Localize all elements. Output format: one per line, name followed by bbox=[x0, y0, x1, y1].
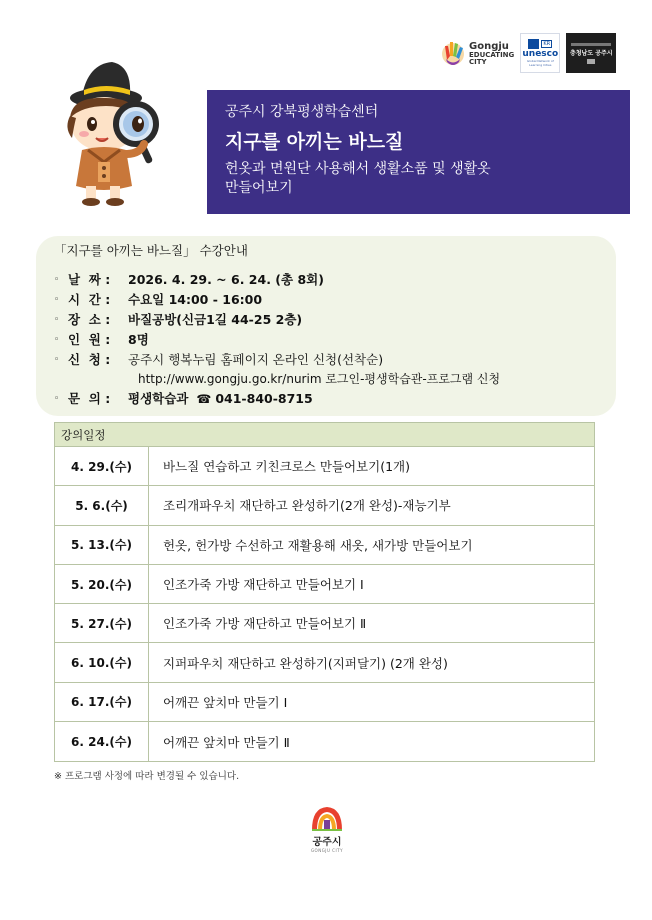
bullet-icon: ◦ bbox=[54, 335, 60, 345]
unesco-temple-icon bbox=[528, 39, 539, 49]
detective-mascot-icon bbox=[48, 58, 178, 208]
schedule-date: 5. 20.(수) bbox=[55, 565, 149, 603]
info-row-apply bbox=[54, 350, 616, 370]
info-label: 문 의 : bbox=[68, 391, 111, 406]
course-info-title: 「지구를 아끼는 바느질」 수강안내 bbox=[54, 243, 248, 258]
bullet-icon: ◦ bbox=[54, 394, 60, 404]
info-value: 바질공방(신금1길 44-25 2층) bbox=[128, 312, 303, 327]
info-value: 공주시 행복누림 홈페이지 온라인 신청(선착순) bbox=[128, 352, 384, 367]
info-row-capacity bbox=[54, 330, 616, 350]
schedule-desc: 지퍼파우치 재단하고 완성하기(지퍼달기) (2개 완성) bbox=[163, 655, 448, 671]
schedule-desc: 인조가죽 가방 재단하고 만들어보기 Ⅰ bbox=[163, 577, 364, 593]
program-title: 지구를 아끼는 바느질 bbox=[225, 131, 404, 153]
schedule-date: 6. 10.(수) bbox=[55, 643, 149, 681]
change-notice: ※ 프로그램 사정에 따라 변경될 수 있습니다. bbox=[54, 771, 240, 782]
schedule-date: 5. 13.(수) bbox=[55, 526, 149, 564]
table-row bbox=[55, 526, 594, 565]
course-info-box bbox=[36, 236, 616, 416]
gongju-logo-name: Gongju bbox=[469, 40, 509, 52]
info-label: 날 짜 : bbox=[68, 272, 111, 287]
program-subtitle-line2: 만들어보기 bbox=[225, 180, 293, 196]
unesco-sub: Global Network of Learning Cities bbox=[526, 59, 554, 67]
info-row-place bbox=[54, 310, 616, 330]
unesco-badge: KR bbox=[543, 41, 551, 47]
table-row bbox=[55, 722, 594, 761]
table-row bbox=[55, 565, 594, 604]
gongju-city-logo bbox=[304, 804, 350, 856]
bottom-logo-sub: GONGJU CITY bbox=[310, 848, 344, 853]
schedule-date: 5. 6.(수) bbox=[55, 486, 149, 524]
schedule-header: 강의일정 bbox=[55, 423, 594, 447]
dark-logo-bar bbox=[571, 43, 611, 46]
info-label: 장 소 : bbox=[68, 312, 111, 327]
title-banner bbox=[207, 90, 630, 214]
dark-logo-emblem-icon bbox=[587, 59, 595, 64]
schedule-date: 6. 24.(수) bbox=[55, 722, 149, 761]
phone-icon: ☎ bbox=[196, 392, 212, 406]
bullet-icon: ◦ bbox=[54, 315, 60, 325]
gongju-educating-city-logo bbox=[440, 38, 514, 68]
info-value: 수요일 14:00 - 16:00 bbox=[128, 292, 263, 307]
table-row bbox=[55, 683, 594, 722]
unesco-logo bbox=[520, 33, 560, 73]
info-row-date bbox=[54, 270, 616, 290]
chungnam-gongju-logo bbox=[566, 33, 616, 73]
colorful-hand-icon bbox=[440, 38, 466, 68]
info-value: 8명 bbox=[128, 332, 149, 347]
apply-url[interactable]: http://www.gongju.go.kr/nurim 로그인-평생학습관-프로그램 신청 bbox=[138, 372, 501, 386]
bullet-icon: ◦ bbox=[54, 275, 60, 285]
contact-department: 평생학습과 bbox=[128, 391, 189, 406]
table-row bbox=[55, 486, 594, 525]
table-row bbox=[55, 604, 594, 643]
table-row bbox=[55, 447, 594, 486]
schedule-desc: 어깨끈 앞치마 만들기 Ⅰ bbox=[163, 694, 288, 710]
schedule-desc: 헌옷, 헌가방 수선하고 재활용해 새옷, 새가방 만들어보기 bbox=[163, 537, 473, 553]
info-label: 인 원 : bbox=[68, 332, 111, 347]
schedule-table bbox=[54, 422, 595, 762]
program-subtitle-line1: 헌옷과 면원단 사용해서 생활소품 및 생활옷 bbox=[225, 161, 491, 177]
schedule-desc: 인조가죽 가방 재단하고 만들어보기 Ⅱ bbox=[163, 616, 367, 632]
info-row-time bbox=[54, 290, 616, 310]
schedule-date: 5. 27.(수) bbox=[55, 604, 149, 642]
partner-logos bbox=[440, 30, 630, 76]
schedule-date: 6. 17.(수) bbox=[55, 683, 149, 721]
organization-name: 공주시 강북평생학습센터 bbox=[225, 104, 379, 120]
info-row-contact bbox=[54, 389, 616, 409]
gongju-logo-line1: EDUCATING bbox=[469, 50, 515, 59]
info-value: 2026. 4. 29. ~ 6. 24. (총 8회) bbox=[128, 272, 324, 287]
gongju-city-emblem-icon bbox=[309, 804, 345, 832]
bullet-icon: ◦ bbox=[54, 295, 60, 305]
bullet-icon: ◦ bbox=[54, 355, 60, 365]
info-label: 신 청 : bbox=[68, 352, 111, 367]
contact-phone: 041-840-8715 bbox=[215, 391, 313, 406]
bottom-logo-text: 공주시 bbox=[312, 837, 342, 848]
schedule-desc: 어깨끈 앞치마 만들기 Ⅱ bbox=[163, 734, 290, 750]
dark-logo-text: 충청남도 공주시 bbox=[569, 49, 613, 57]
schedule-date: 4. 29.(수) bbox=[55, 447, 149, 485]
gongju-logo-line2: CITY bbox=[469, 57, 487, 66]
unesco-name: unesco bbox=[522, 49, 559, 59]
table-row bbox=[55, 643, 594, 682]
info-label: 시 간 : bbox=[68, 292, 111, 307]
schedule-desc: 조리개파우치 재단하고 완성하기(2개 완성)-재능기부 bbox=[163, 498, 451, 514]
schedule-desc: 바느질 연습하고 키친크로스 만들어보기(1개) bbox=[163, 459, 410, 475]
